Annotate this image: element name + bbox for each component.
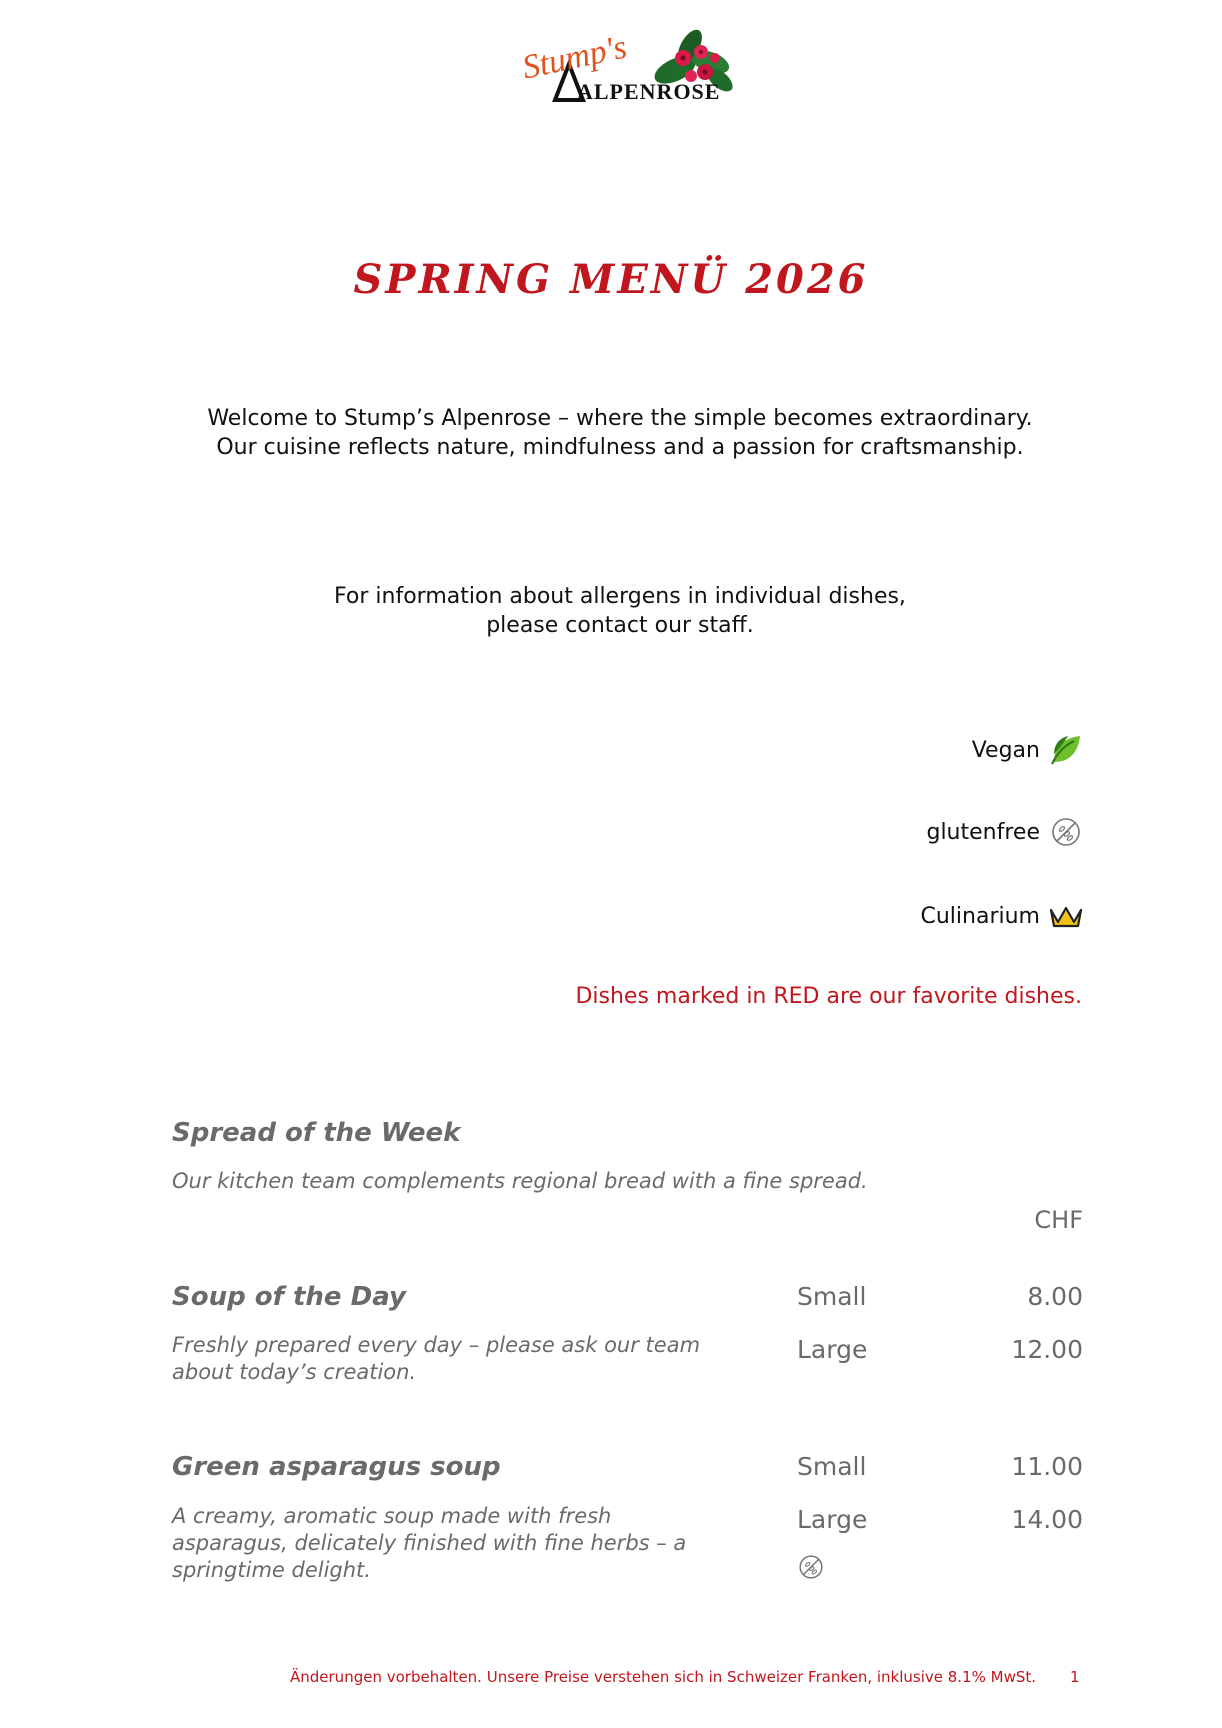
page-title: SPRING MENÜ 2026 [353,256,869,303]
legend-item-glutenfree [926,814,1084,850]
legend-label: Vegan [971,737,1040,763]
size-label: Large [797,1505,868,1534]
intro-line: Welcome to Stump’s Alpenrose – where the simple becomes extraordinary. [207,406,1033,431]
crown-icon [1048,898,1084,934]
price: 11.00 [1011,1452,1083,1481]
favorites-note: Dishes marked in RED are our favorite dishes. [575,984,1082,1009]
dish-name: Spread of the Week [172,1118,461,1148]
size-label: Small [797,1282,867,1311]
dish-description: Freshly prepared every day – please ask our team about today’s creation. [172,1333,701,1384]
restaurant-logo [515,28,740,118]
logo-script-text: Stump's [519,28,630,87]
allergen-line: please contact our staff. [486,613,754,638]
leaf-icon [1048,732,1084,768]
allergen-info [0,582,1222,640]
intro-text [0,404,1222,462]
footer-note: Änderungen vorbehalten. Unsere Preise verstehen sich in Schweizer Franken, inklusive 8.1% MwSt. [290,1668,1037,1686]
gluten-free-icon [796,1552,826,1582]
size-label: Large [797,1335,868,1364]
intro-line: Our cuisine reflects nature, mindfulness and a passion for craftsmanship. [216,435,1024,460]
gluten-free-icon [1048,814,1084,850]
logo-wordmark: ALPENROSE [577,79,721,104]
legend-item-culinarium [921,898,1085,934]
legend-item-vegan [972,732,1084,768]
price: 12.00 [1011,1335,1083,1364]
legend-label: glutenfree [926,819,1040,845]
dish-description: A creamy, aromatic soup made with fresh asparagus, delicately finished with fine herbs – a springtime delight. [172,1504,687,1582]
page-number: 1 [1070,1668,1080,1686]
currency-label: CHF [1034,1206,1083,1234]
price: 8.00 [1027,1282,1083,1311]
price: 14.00 [1011,1505,1083,1534]
size-label: Small [797,1452,867,1481]
allergen-line: For information about allergens in individual dishes, [334,584,906,609]
dish-name: Soup of the Day [172,1282,406,1312]
legend-label: Culinarium [920,903,1040,929]
dish-name: Green asparagus soup [172,1452,501,1482]
dish-description: Our kitchen team complements regional bread with a fine spread. [172,1169,868,1193]
